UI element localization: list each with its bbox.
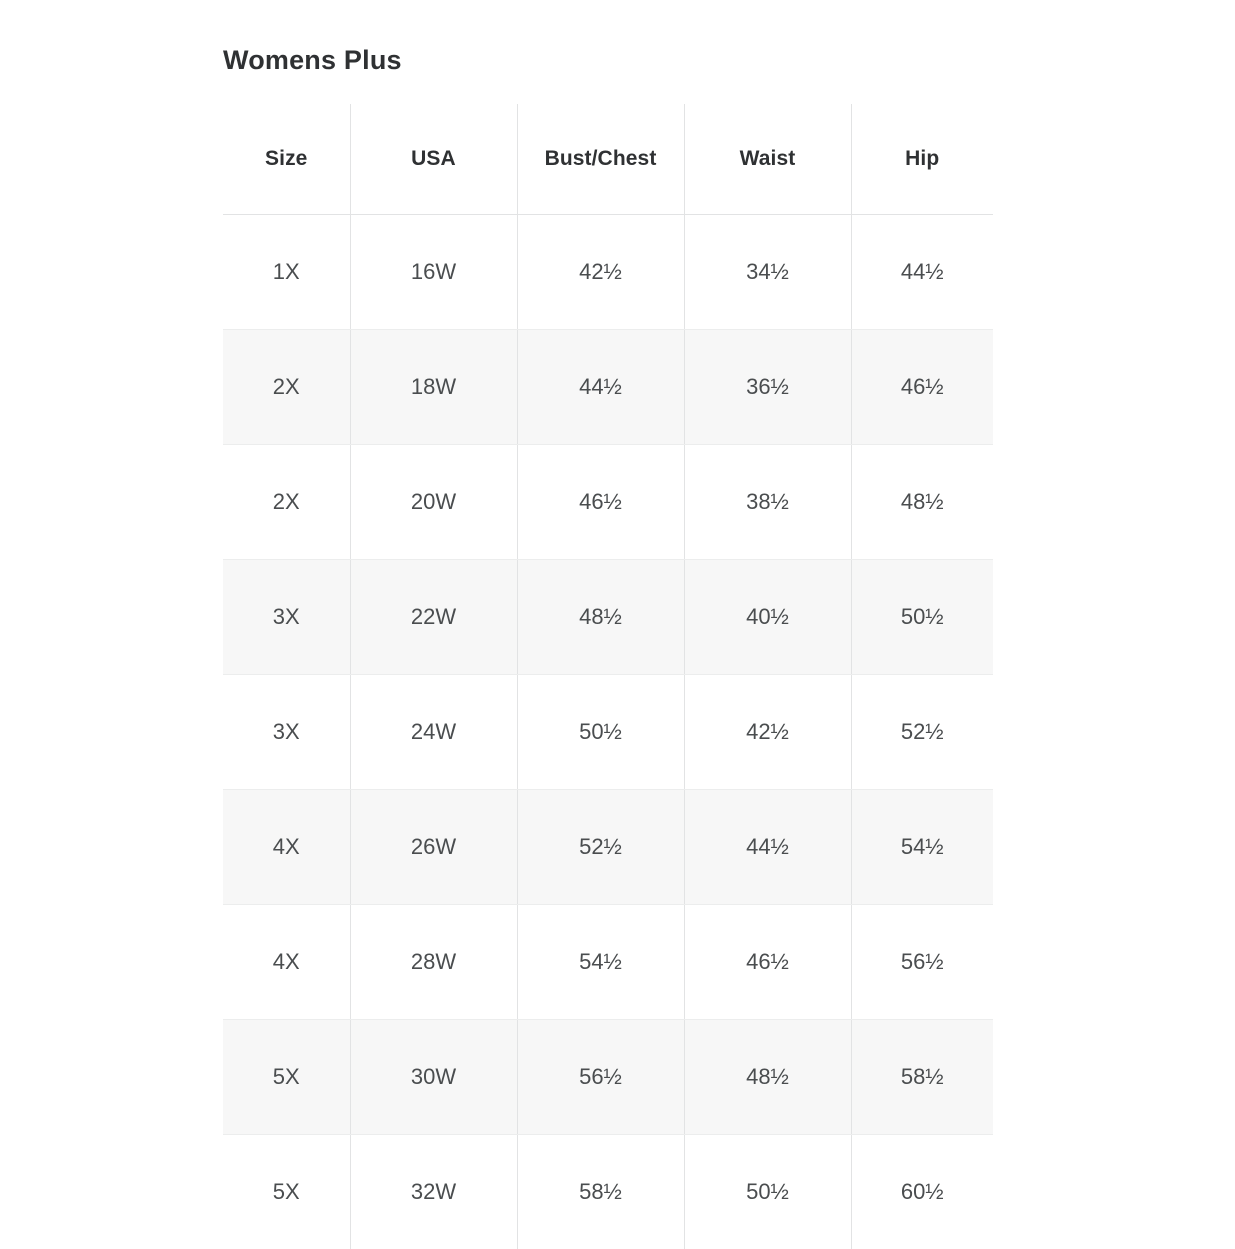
cell-size: 2X	[223, 330, 350, 445]
table-row	[223, 215, 993, 330]
table-row	[223, 790, 993, 905]
cell-size: 3X	[223, 675, 350, 790]
table-row	[223, 445, 993, 560]
cell-bust-chest: 50½	[517, 675, 684, 790]
cell-hip: 50½	[851, 560, 993, 675]
cell-bust-chest: 52½	[517, 790, 684, 905]
cell-bust-chest: 56½	[517, 1020, 684, 1135]
column-header-waist: Waist	[684, 104, 851, 215]
table-body	[223, 215, 993, 1249]
column-header-bust-chest: Bust/Chest	[517, 104, 684, 215]
size-chart-table	[223, 104, 993, 1249]
cell-waist: 48½	[684, 1020, 851, 1135]
cell-waist: 40½	[684, 560, 851, 675]
table-row	[223, 905, 993, 1020]
cell-size: 3X	[223, 560, 350, 675]
cell-bust-chest: 54½	[517, 905, 684, 1020]
cell-usa: 22W	[350, 560, 517, 675]
column-header-usa: USA	[350, 104, 517, 215]
cell-hip: 52½	[851, 675, 993, 790]
cell-hip: 60½	[851, 1135, 993, 1249]
table-header-row	[223, 104, 993, 215]
table-row	[223, 1020, 993, 1135]
cell-size: 4X	[223, 905, 350, 1020]
cell-waist: 34½	[684, 215, 851, 330]
cell-bust-chest: 42½	[517, 215, 684, 330]
cell-bust-chest: 44½	[517, 330, 684, 445]
cell-bust-chest: 58½	[517, 1135, 684, 1249]
size-chart-table-container	[223, 104, 993, 1249]
table-row	[223, 675, 993, 790]
cell-hip: 48½	[851, 445, 993, 560]
cell-usa: 32W	[350, 1135, 517, 1249]
cell-waist: 50½	[684, 1135, 851, 1249]
cell-usa: 16W	[350, 215, 517, 330]
table-row	[223, 560, 993, 675]
cell-usa: 24W	[350, 675, 517, 790]
cell-size: 4X	[223, 790, 350, 905]
table-row	[223, 1135, 993, 1249]
cell-waist: 44½	[684, 790, 851, 905]
cell-hip: 58½	[851, 1020, 993, 1135]
cell-usa: 20W	[350, 445, 517, 560]
cell-waist: 46½	[684, 905, 851, 1020]
cell-size: 2X	[223, 445, 350, 560]
cell-size: 1X	[223, 215, 350, 330]
column-header-size: Size	[223, 104, 350, 215]
cell-hip: 56½	[851, 905, 993, 1020]
cell-hip: 44½	[851, 215, 993, 330]
cell-bust-chest: 46½	[517, 445, 684, 560]
table-row	[223, 330, 993, 445]
cell-waist: 42½	[684, 675, 851, 790]
cell-waist: 38½	[684, 445, 851, 560]
cell-waist: 36½	[684, 330, 851, 445]
cell-size: 5X	[223, 1135, 350, 1249]
cell-bust-chest: 48½	[517, 560, 684, 675]
column-header-hip: Hip	[851, 104, 993, 215]
page-title: Womens Plus	[223, 38, 1235, 82]
cell-size: 5X	[223, 1020, 350, 1135]
cell-hip: 54½	[851, 790, 993, 905]
cell-usa: 18W	[350, 330, 517, 445]
cell-usa: 30W	[350, 1020, 517, 1135]
cell-hip: 46½	[851, 330, 993, 445]
cell-usa: 28W	[350, 905, 517, 1020]
cell-usa: 26W	[350, 790, 517, 905]
table-header	[223, 104, 993, 215]
